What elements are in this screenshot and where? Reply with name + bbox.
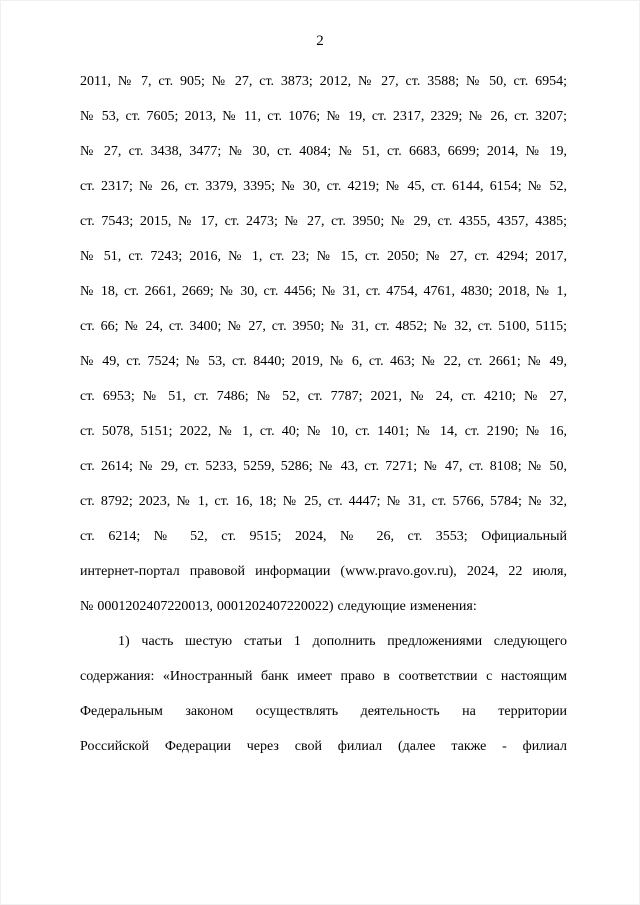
document-body: [80, 64, 567, 764]
text-line: № 18, ст. 2661, 2669; № 30, ст. 4456; № 31, ст. 4754, 4761, 4830; 2018, № 1,: [80, 284, 567, 299]
text-line: интернет-портал правовой информации (www.pravo.gov.ru), 2024, 22 июля,: [80, 564, 567, 579]
text-line: ст. 6214; № 52, ст. 9515; 2024, № 26, ст. 3553; Официальный: [80, 529, 567, 544]
text-line: ст. 2614; № 29, ст. 5233, 5259, 5286; № 43, ст. 7271; № 47, ст. 8108; № 50,: [80, 459, 567, 474]
page-number: 2: [316, 33, 324, 49]
text-line: ст. 7543; 2015, № 17, ст. 2473; № 27, ст. 3950; № 29, ст. 4355, 4357, 4385;: [80, 214, 567, 229]
text-line: ст. 2317; № 26, ст. 3379, 3395; № 30, ст. 4219; № 45, ст. 6144, 6154; № 52,: [80, 179, 567, 194]
text-line: ст. 6953; № 51, ст. 7486; № 52, ст. 7787; 2021, № 24, ст. 4210; № 27,: [80, 389, 567, 404]
text-line: ст. 5078, 5151; 2022, № 1, ст. 40; № 10, ст. 1401; № 14, ст. 2190; № 16,: [80, 424, 567, 439]
text-line: ст. 8792; 2023, № 1, ст. 16, 18; № 25, ст. 4447; № 31, ст. 5766, 5784; № 32,: [80, 494, 567, 509]
text-line: 2011, № 7, ст. 905; № 27, ст. 3873; 2012, № 27, ст. 3588; № 50, ст. 6954;: [80, 74, 567, 89]
text-line: № 0001202407220013, 0001202407220022) следующие изменения:: [80, 599, 477, 614]
text-line: № 27, ст. 3438, 3477; № 30, ст. 4084; № 51, ст. 6683, 6699; 2014, № 19,: [80, 144, 567, 159]
text-line: содержания: «Иностранный банк имеет право в соответствии с настоящим: [80, 669, 567, 684]
text-line: Федеральным законом осуществлять деятельность на территории: [80, 704, 567, 719]
text-line: Российской Федерации через свой филиал (далее также - филиал: [80, 739, 567, 754]
text-line: № 51, ст. 7243; 2016, № 1, ст. 23; № 15, ст. 2050; № 27, ст. 4294; 2017,: [80, 249, 567, 264]
text-line: № 53, ст. 7605; 2013, № 11, ст. 1076; № 19, ст. 2317, 2329; № 26, ст. 3207;: [80, 109, 567, 124]
text-line: 1) часть шестую статьи 1 дополнить предложениями следующего: [118, 634, 567, 649]
text-line: ст. 66; № 24, ст. 3400; № 27, ст. 3950; № 31, ст. 4852; № 32, ст. 5100, 5115;: [80, 319, 567, 334]
text-line: № 49, ст. 7524; № 53, ст. 8440; 2019, № 6, ст. 463; № 22, ст. 2661; № 49,: [80, 354, 567, 369]
